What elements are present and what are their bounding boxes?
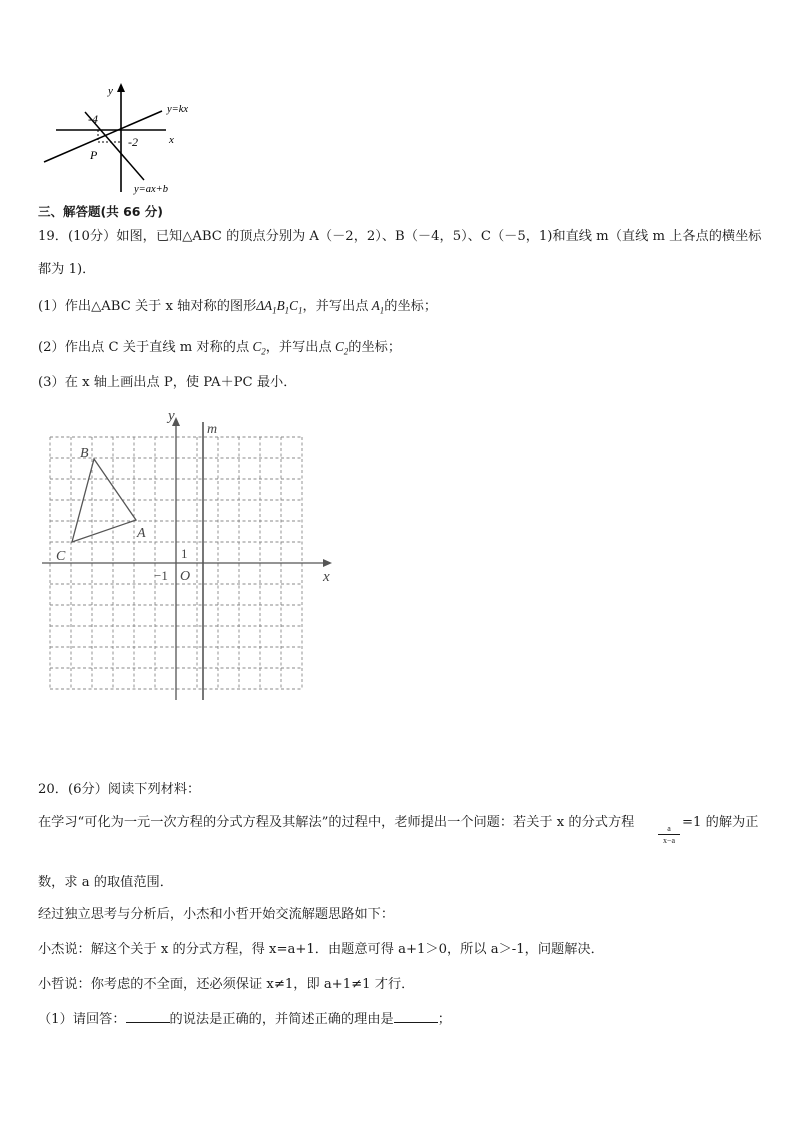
fig1-y-label: y: [108, 85, 113, 97]
triangle-abc: [72, 459, 136, 542]
fig1-y-arrow: [117, 83, 125, 92]
q20-line3: 数，求 a 的取值范围．: [38, 875, 173, 890]
fig1-line2-label: y=ax+b: [134, 184, 168, 195]
q19-part1-b: ，并写出点: [302, 299, 369, 314]
fig1-point-p: P: [90, 148, 98, 162]
grid-y-label: y: [168, 408, 175, 424]
grid-x-arrow: [323, 559, 332, 567]
label-a: A: [137, 526, 146, 541]
section3-title: 三、解答题(共 66 分): [38, 204, 164, 219]
fig1-tick-neg2: -2: [128, 135, 138, 149]
q20-line4: 经过独立思考与分析后，小杰和小哲开始交流解题思路如下：: [38, 907, 395, 922]
q20-line5: 小杰说：解这个关于 x 的分式方程，得 x=a+1．由题意可得 a+1＞0，所以 a＞-1，问题解决．: [38, 942, 604, 957]
q20-fraction: [658, 824, 680, 845]
q20-frac-num: a: [667, 824, 671, 833]
q19-line1: 19．(10分）如图，已知△ABC 的顶点分别为 A（－2，2）、B（－4，5）、C（－5，1)和直线 m（直线 m 上各点的横坐标: [38, 229, 762, 244]
q20-line2-end: =1 的解为正: [682, 815, 759, 830]
q20-line6: 小哲说：你考虑的不全面，还必须保证 x≠1，即 a+1≠1 才行．: [38, 977, 415, 992]
label-b: B: [80, 446, 89, 461]
q19-part1: [38, 297, 437, 320]
fig1-x-label: x: [169, 134, 174, 146]
q19-part2-a: (2）作出点 C 关于直线 m 对称的点: [38, 340, 250, 355]
label-o: O: [180, 569, 191, 584]
q19-part3: (3）在 x 轴上画出点 P，使 PA＋PC 最小．: [38, 375, 297, 390]
fig1-tick-neg4: -4: [88, 112, 98, 126]
grid-x-label: x: [323, 569, 330, 585]
q19-line2: 都为 1)．: [38, 262, 96, 277]
q20-line7: [38, 1010, 451, 1029]
label-neg1: −1: [154, 568, 168, 583]
q19-part1-formula: $\Delta A_1B_1C_1$: [256, 298, 303, 316]
q20-line7-a: （1）请回答：: [38, 1012, 126, 1027]
q19-grid-figure: [38, 404, 338, 704]
fig1-line-kx: [44, 111, 162, 162]
q19-part1-a: (1）作出△ABC 关于 x 轴对称的图形: [38, 299, 257, 314]
q19-part2-c: 的坐标；: [348, 340, 402, 355]
q19-part2-b: ，并写出点: [265, 340, 332, 355]
q19-part2: [38, 338, 401, 361]
fig1-line1-label: y=kx: [167, 104, 189, 115]
q20-frac-den: x−a: [662, 836, 676, 845]
q19-part1-point: $A_1$: [368, 298, 385, 316]
q19-part2-point2: $C_2$: [331, 339, 349, 357]
q19-part2-point1: $C_2$: [249, 339, 266, 357]
q19-part1-c: 的坐标；: [384, 299, 438, 314]
q20-line2: 在学习“可化为一元一次方程的分式方程及其解法”的过程中，老师提出一个问题：若关于 x 的分式方程: [38, 815, 635, 830]
q20-line7-b: 的说法是正确的，并简述正确的理由是: [169, 1012, 394, 1027]
fig1-linear-graph: [38, 80, 208, 198]
q20-line7-c: ；: [437, 1012, 451, 1027]
answer-blank-2[interactable]: [394, 1010, 438, 1023]
q20-line1: 20．(6分）阅读下列材料：: [38, 782, 201, 797]
answer-blank-1[interactable]: [126, 1010, 170, 1023]
grid-m-label: m: [207, 422, 218, 437]
label-one: 1: [181, 546, 188, 561]
label-c: C: [56, 549, 66, 564]
